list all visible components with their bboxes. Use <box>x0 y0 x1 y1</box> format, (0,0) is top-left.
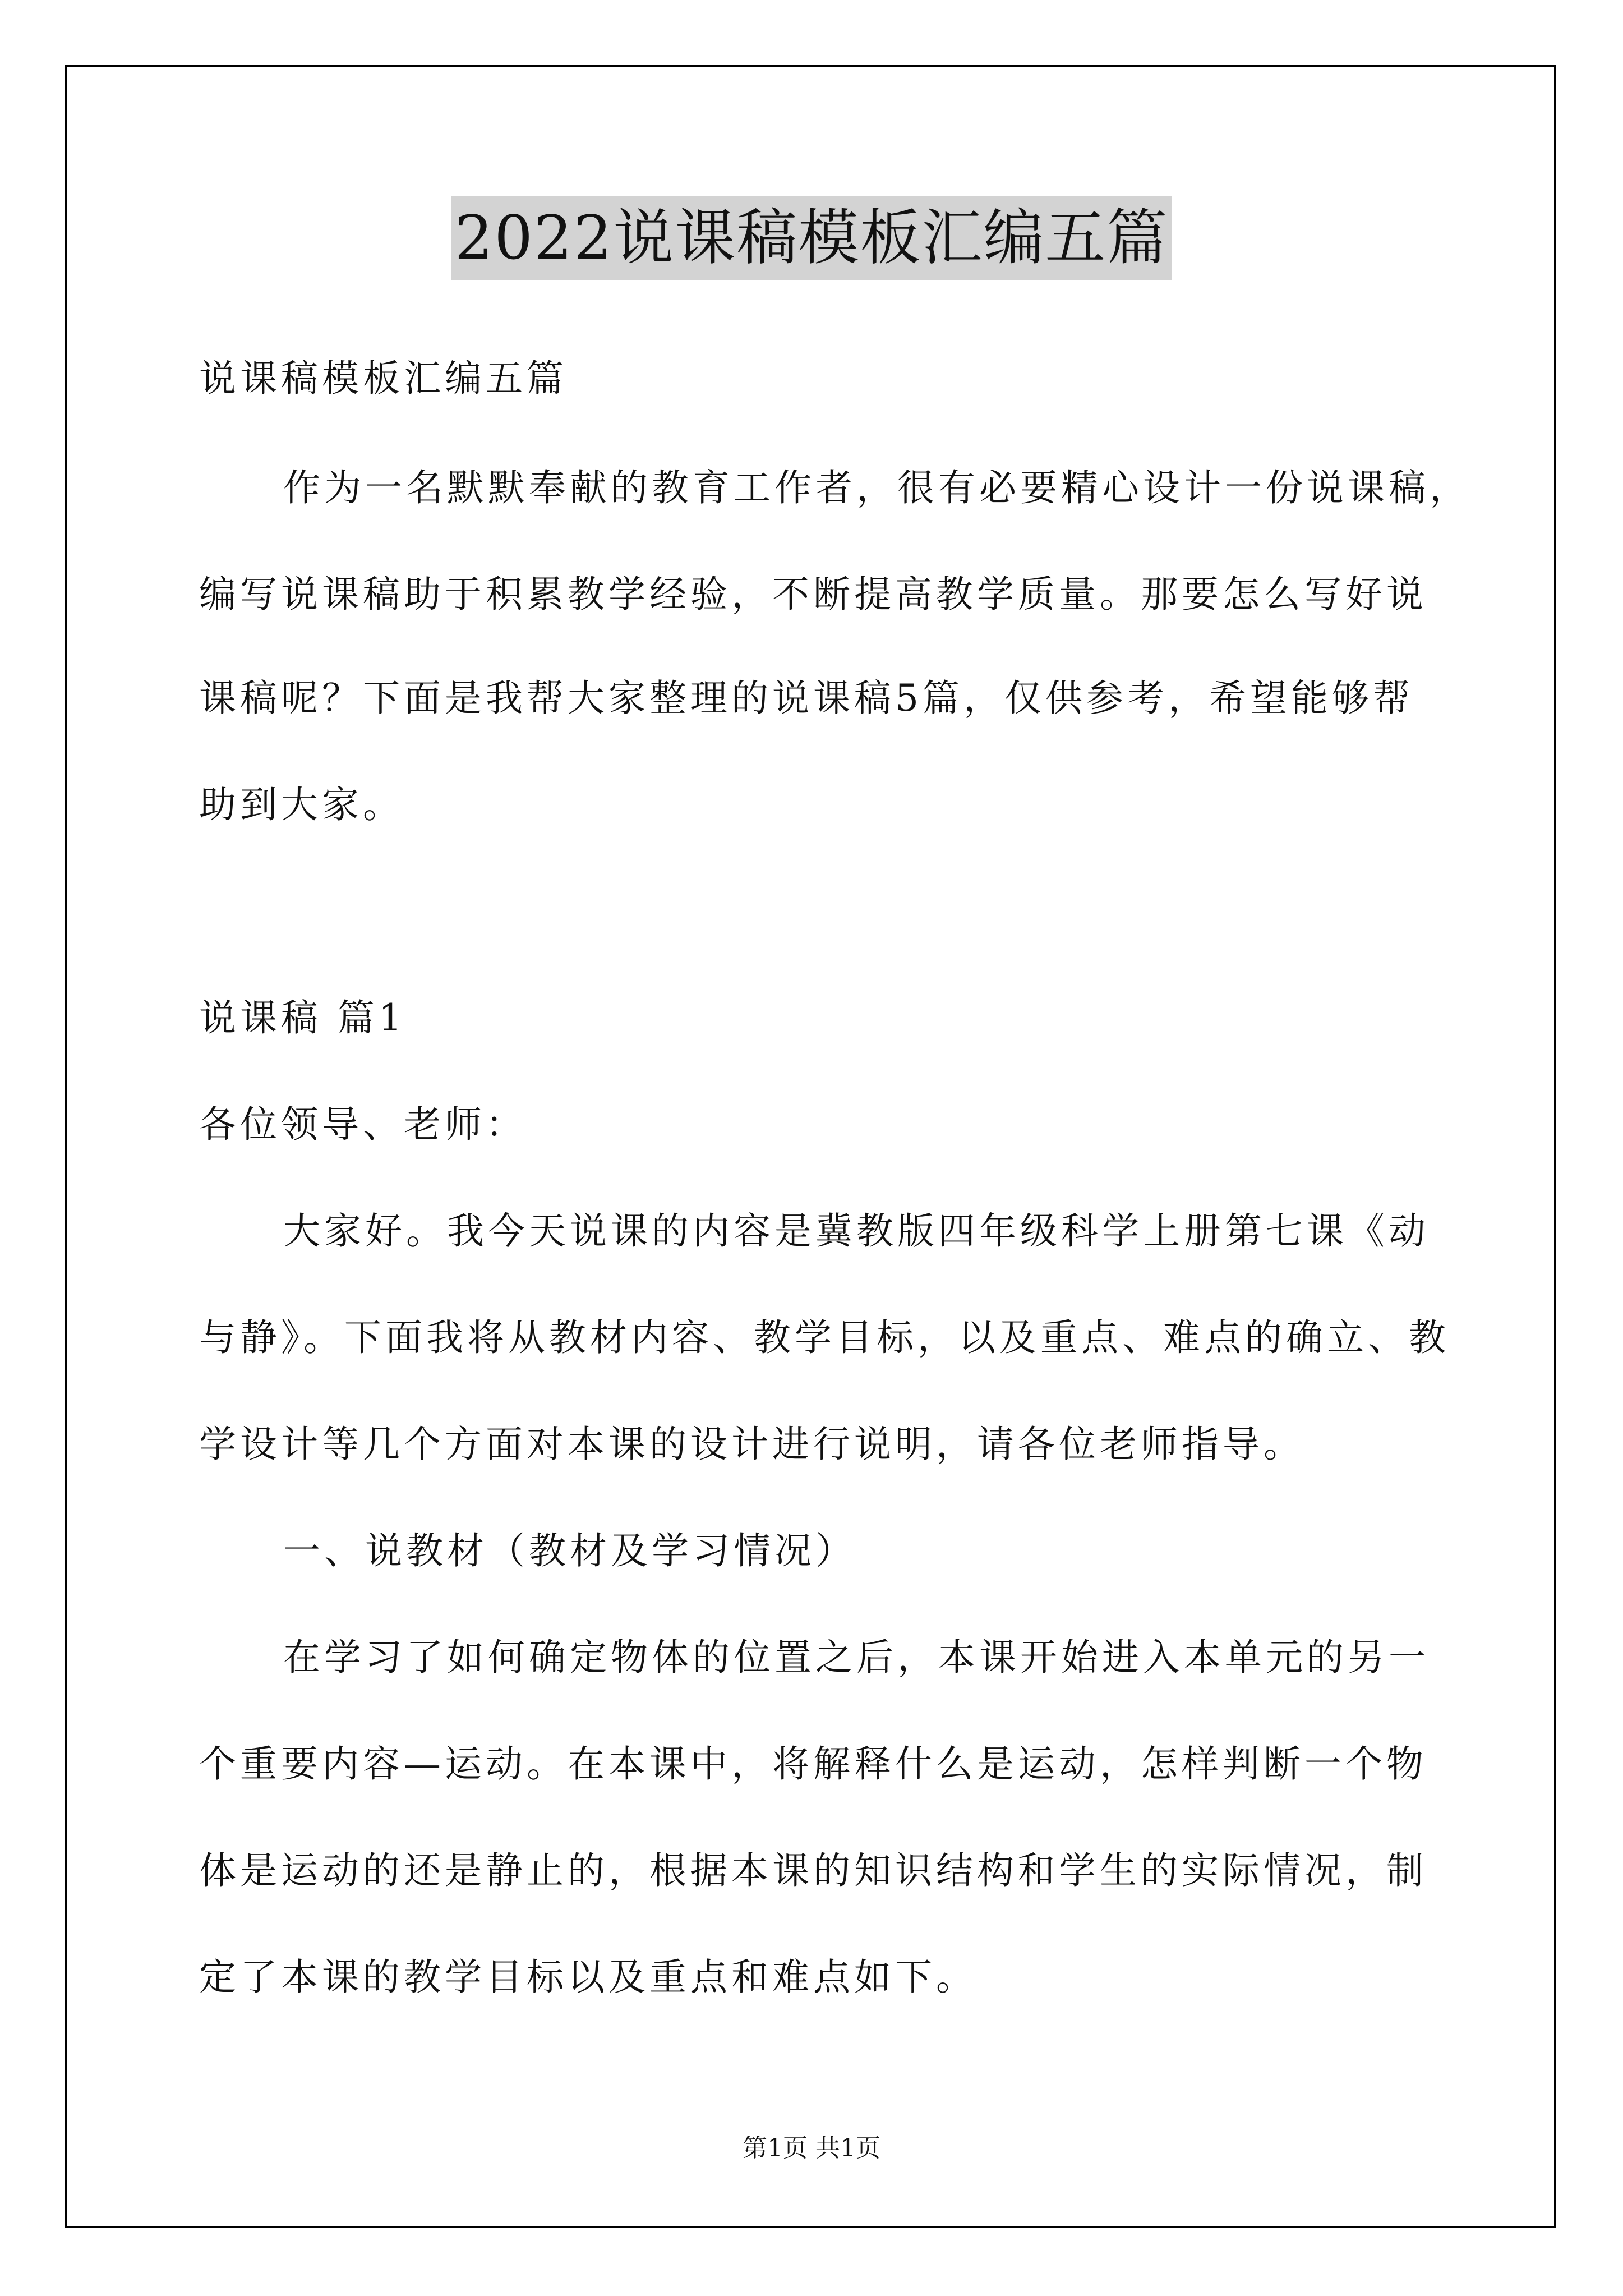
page-footer: 第1页 共1页 <box>743 2134 880 2162</box>
para2-line-2: 个重要内容—运动。在本课中，将解释什么是运动，怎样判断一个物 <box>199 1742 1427 1786</box>
intro-line-3: 课稿呢？下面是我帮大家整理的说课稿5篇，仅供参考，希望能够帮 <box>199 677 1414 720</box>
title-area <box>0 196 1623 280</box>
intro-line-2: 编写说课稿助于积累教学经验，不断提高教学质量。那要怎么写好说 <box>199 573 1427 616</box>
para2-line-3: 体是运动的还是静止的，根据本课的知识结构和学生的实际情况，制 <box>199 1849 1427 1892</box>
document-title: 2022说课稿模板汇编五篇 <box>451 196 1172 280</box>
para2-line-1: 在学习了如何确定物体的位置之后，本课开始进入本单元的另一 <box>283 1636 1430 1679</box>
intro-line-1: 作为一名默默奉献的教育工作者，很有必要精心设计一份说课稿， <box>283 466 1470 509</box>
section-heading: 说课稿 篇1 <box>199 996 406 1039</box>
greeting: 各位领导、老师： <box>199 1103 527 1146</box>
para1-line-2: 与静》。下面我将从教材内容、教学目标，以及重点、难点的确立、教 <box>199 1316 1450 1359</box>
section-subheading: 一、说教材（教材及学习情况） <box>283 1529 856 1572</box>
para2-line-4: 定了本课的教学目标以及重点和难点如下。 <box>199 1955 977 1999</box>
document-subtitle: 说课稿模板汇编五篇 <box>199 357 568 400</box>
intro-line-4: 助到大家。 <box>199 783 404 826</box>
para1-line-3: 学设计等几个方面对本课的设计进行说明，请各位老师指导。 <box>199 1423 1304 1466</box>
para1-line-1: 大家好。我今天说课的内容是冀教版四年级科学上册第七课《动 <box>283 1209 1430 1253</box>
